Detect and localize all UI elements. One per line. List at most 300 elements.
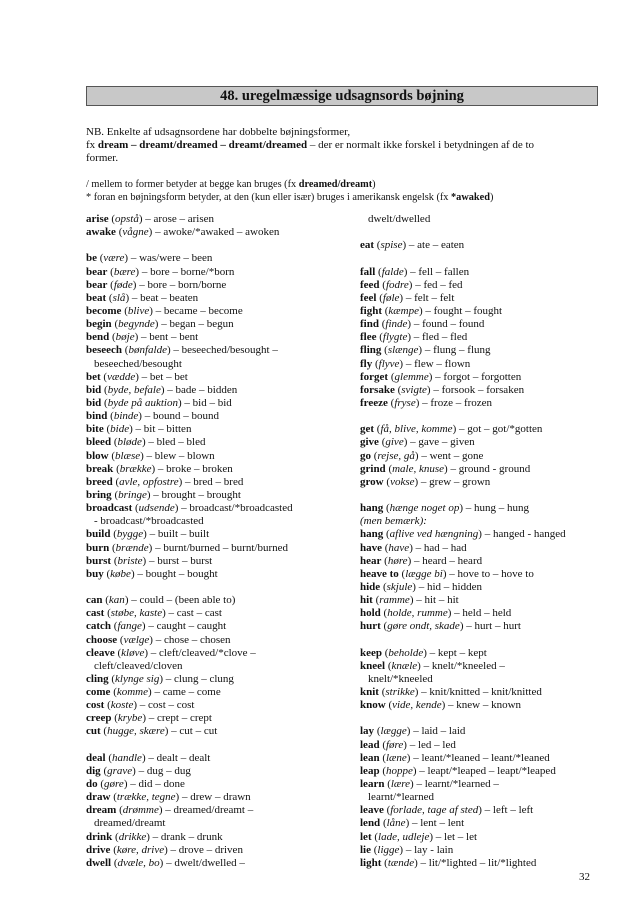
- verb-gloss: lade, udleje: [378, 830, 430, 843]
- verb-entry: fall (falde) – fell – fallen: [360, 265, 470, 278]
- verb-infinitive: broadcast: [86, 502, 133, 515]
- spacer: [360, 712, 630, 725]
- verb-gloss: komme: [116, 686, 149, 699]
- verb-gloss: opstå: [115, 213, 139, 225]
- verb-infinitive: let: [360, 830, 372, 843]
- verb-entry: bring (bringe) – brought – brought: [86, 488, 241, 501]
- verb-infinitive: forget: [360, 370, 389, 383]
- verb-forms: – fled – fled: [411, 331, 468, 344]
- verb-infinitive: drink: [86, 830, 113, 843]
- verb-entry: creep (krybe) – crept – crept: [86, 712, 212, 725]
- verb-infinitive: forsake: [360, 383, 395, 396]
- verb-forms: – learnt/*learned –: [413, 778, 499, 791]
- verb-gloss: knæle: [391, 659, 418, 672]
- verb-forms: – bore – born/borne: [136, 278, 227, 291]
- verb-gloss: holde, rumme: [387, 607, 448, 620]
- verb-infinitive: light: [360, 856, 382, 869]
- verb-entry: can (kan) – could – (been able to): [86, 594, 236, 607]
- verb-forms: – dreamed/dreamt –: [162, 804, 254, 817]
- note-example: *awaked: [451, 192, 490, 203]
- verb-gloss: kløve: [121, 646, 145, 659]
- verb-forms: – lay - lain: [403, 843, 454, 856]
- verb-gloss: blæse: [115, 449, 141, 462]
- intro-text: former.: [86, 152, 119, 164]
- verb-infinitive: dream: [86, 804, 117, 817]
- verb-infinitive: bind: [86, 410, 108, 423]
- verb-gloss: skjule: [386, 580, 413, 593]
- verb-entry: cleave (kløve) – cleft/cleaved/*clove –: [86, 646, 256, 659]
- verb-entry: light (tænde) – lit/*lighted – lit/*lighted: [360, 856, 537, 869]
- verb-entry: hang (aflive ved hængning) – hanged - hanged: [360, 528, 566, 541]
- verb-infinitive: leave: [360, 804, 384, 817]
- verb-entry: build (bygge) – built – built: [86, 528, 210, 541]
- verb-forms: – bent – bent: [138, 331, 199, 344]
- note-text: ): [489, 192, 494, 203]
- spacer: [86, 239, 356, 252]
- verb-gloss: beholde: [388, 646, 424, 659]
- verb-infinitive: fall: [360, 265, 376, 278]
- verb-forms: – bred – bred: [182, 475, 244, 488]
- verb-gloss: støbe, kaste: [110, 607, 163, 620]
- verb-entry: grind (male, knuse) – ground - ground: [360, 462, 531, 475]
- verb-infinitive: build: [86, 528, 111, 541]
- verb-forms: – cut – cut: [168, 725, 218, 738]
- verb-infinitive: bring: [86, 488, 112, 501]
- verb-gloss: falde: [381, 265, 404, 278]
- verb-forms: – laid – laid: [410, 725, 466, 738]
- verb-gloss: give: [385, 436, 404, 449]
- verb-forms: – was/were – been: [128, 252, 213, 265]
- verb-entry: feed (fodre) – fed – fed: [360, 278, 463, 291]
- verb-entry: bite (bide) – bit – bitten: [86, 423, 192, 436]
- verb-gloss: blive: [127, 304, 150, 317]
- verb-infinitive: come: [86, 686, 111, 699]
- verb-forms: – awoke/*awaked – awoken: [152, 226, 280, 239]
- intro-line-3: [86, 152, 118, 165]
- verb-gloss: byde, befale: [107, 383, 161, 396]
- verb-entry-continuation: [86, 358, 356, 371]
- verb-entry: forget (glemme) – forgot – forgotten: [360, 370, 522, 383]
- verb-infinitive: hear: [360, 554, 382, 567]
- verb-infinitive: bleed: [86, 436, 112, 449]
- verb-entry: drink (drikke) – drank – drunk: [86, 830, 223, 843]
- verb-entry: know (vide, kende) – knew – known: [360, 699, 522, 712]
- verb-forms: – hid – hidden: [415, 580, 482, 593]
- verb-infinitive: awake: [86, 226, 116, 239]
- verb-infinitive: arise: [86, 213, 109, 225]
- note-text: (men bemærk):: [360, 515, 427, 528]
- verb-gloss: gøre ondt, skade: [387, 620, 460, 633]
- verb-forms: – broadcast/*broadcasted: [178, 502, 293, 515]
- verb-entry: buy (købe) – bought – bought: [86, 567, 218, 580]
- verb-forms: – hurt – hurt: [463, 620, 521, 633]
- verb-forms: – dealt – dealt: [145, 751, 211, 764]
- verb-gloss: lære: [390, 778, 411, 791]
- verb-forms: – gave – given: [407, 436, 475, 449]
- verb-forms: – flew – flown: [403, 357, 471, 370]
- verb-forms: – caught – caught: [145, 620, 227, 633]
- verb-gloss: være: [103, 252, 125, 265]
- verb-gloss: kæmpe: [388, 304, 419, 317]
- verb-gloss: bløde: [117, 436, 142, 449]
- verb-infinitive: choose: [86, 633, 118, 646]
- verb-forms: – cast – cast: [165, 607, 222, 620]
- verb-forms: - broadcast/*broadcasted: [94, 515, 204, 528]
- verb-gloss: bøje: [115, 331, 135, 344]
- note-text: / mellem to former betyder at begge kan bruges (fx: [86, 179, 299, 190]
- verb-infinitive: know: [360, 699, 386, 712]
- verb-infinitive: bear: [86, 278, 108, 291]
- note-asterisk: [86, 191, 493, 204]
- verb-infinitive: break: [86, 462, 114, 475]
- verb-gloss: slå: [112, 291, 126, 304]
- verb-gloss: male, knuse: [392, 462, 445, 475]
- verb-entry: beat (slå) – beat – beaten: [86, 291, 199, 304]
- verb-entry-continuation: [86, 515, 356, 528]
- verb-infinitive: fling: [360, 344, 382, 357]
- verb-list-right: [360, 213, 630, 870]
- verb-entry: burn (brænde) – burnt/burned – burnt/burned: [86, 541, 288, 554]
- verb-gloss: hænge noget op: [389, 502, 460, 515]
- verb-entry: become (blive) – became – become: [86, 304, 243, 317]
- verb-entry: hear (høre) – heard – heard: [360, 554, 483, 567]
- verb-infinitive: flee: [360, 331, 377, 344]
- verb-entry: come (komme) – came – come: [86, 686, 221, 699]
- verb-entry: choose (vælge) – chose – chosen: [86, 633, 231, 646]
- verb-forms: beseeched/besought: [94, 357, 182, 370]
- verb-forms: – went – gone: [418, 449, 484, 462]
- verb-forms: – hanged - hanged: [481, 528, 566, 541]
- verb-forms: – bade – bidden: [164, 383, 238, 396]
- verb-gloss: strikke: [385, 686, 415, 699]
- verb-entry: hurt (gøre ondt, skade) – hurt – hurt: [360, 620, 521, 633]
- verb-gloss: få, blive, komme: [380, 423, 453, 436]
- verb-gloss: ligge: [377, 843, 400, 856]
- verb-entry: bind (binde) – bound – bound: [86, 410, 219, 423]
- verb-entry: bid (byde, befale) – bade – bidden: [86, 383, 238, 396]
- verb-gloss: kan: [108, 594, 125, 607]
- verb-infinitive: cut: [86, 725, 101, 738]
- verb-forms: – led – led: [406, 738, 456, 751]
- verb-forms: dreamed/dreamt: [94, 817, 166, 830]
- verb-gloss: flygte: [382, 331, 408, 344]
- verb-gloss: vælge: [123, 633, 150, 646]
- verb-gloss: køre, drive: [116, 843, 165, 856]
- verb-entry: bleed (bløde) – bled – bled: [86, 436, 206, 449]
- spacer: [360, 226, 630, 239]
- verb-entry: hang (hænge noget op) – hung – hung: [360, 502, 530, 515]
- verb-forms: – clung – clung: [163, 672, 234, 685]
- verb-infinitive: fight: [360, 304, 382, 317]
- verb-infinitive: leap: [360, 764, 380, 777]
- verb-gloss: vågne: [122, 226, 149, 239]
- verb-forms: – chose – chosen: [152, 633, 231, 646]
- verb-gloss: trække, tegne: [116, 791, 176, 804]
- verb-gloss: vædde: [107, 370, 136, 383]
- verb-infinitive: feed: [360, 278, 380, 291]
- verb-infinitive: become: [86, 304, 122, 317]
- verb-entry: bear (bære) – bore – borne/*born: [86, 265, 235, 278]
- verb-gloss: have: [388, 541, 410, 554]
- verb-forms: – forgot – forgotten: [432, 370, 522, 383]
- verb-entry: flee (flygte) – fled – fled: [360, 331, 468, 344]
- verb-forms: – froze – frozen: [419, 396, 493, 409]
- verb-gloss: slænge: [387, 344, 419, 357]
- intro-example: dream – dreamt/dreamed – dreamt/dreamed: [97, 139, 308, 151]
- verb-infinitive: dig: [86, 764, 101, 777]
- verb-infinitive: lean: [360, 751, 380, 764]
- verb-forms: – fought – fought: [422, 304, 503, 317]
- section-title: [86, 86, 598, 106]
- verb-forms: – became – become: [152, 304, 243, 317]
- verb-entry: dream (drømme) – dreamed/dreamt –: [86, 804, 254, 817]
- verb-entry: hide (skjule) – hid – hidden: [360, 580, 482, 593]
- verb-list-left: [86, 213, 356, 870]
- verb-gloss: føde: [113, 278, 133, 291]
- verb-infinitive: bear: [86, 265, 108, 278]
- verb-forms: – forsook – forsaken: [430, 383, 525, 396]
- intro-text: NB. Enkelte af udsagnsordene har dobbelte bøjningsformer,: [86, 126, 351, 138]
- spacer: [360, 489, 630, 502]
- verb-gloss: føre: [385, 738, 404, 751]
- verb-gloss: binde: [113, 410, 139, 423]
- verb-entry: dwell (dvæle, bo) – dwelt/dwelled –: [86, 856, 245, 869]
- verb-gloss: bide: [110, 423, 130, 436]
- verb-forms: – broke – broken: [155, 462, 233, 475]
- verb-gloss: avle, opfostre: [119, 475, 179, 488]
- intro-text: fx: [86, 139, 98, 151]
- verb-forms: – bit – bitten: [132, 423, 192, 436]
- verb-gloss: købe: [110, 567, 131, 580]
- verb-forms: – bled – bled: [145, 436, 206, 449]
- verb-gloss: spise: [380, 239, 403, 252]
- verb-entry: do (gøre) – did – done: [86, 778, 185, 791]
- verb-forms: – beseeched/besought –: [170, 344, 278, 357]
- verb-forms: – leapt/*leaped – leapt/*leaped: [416, 764, 556, 777]
- verb-gloss: fryse: [394, 396, 416, 409]
- verb-gloss: fange: [117, 620, 142, 633]
- verb-infinitive: cost: [86, 699, 105, 712]
- verb-entry: broadcast (udsende) – broadcast/*broadcasted: [86, 502, 293, 515]
- verb-gloss: ramme: [379, 594, 410, 607]
- verb-forms: – drank – drunk: [149, 830, 223, 843]
- verb-entry: fly (flyve) – flew – flown: [360, 357, 471, 370]
- verb-forms: – bound – bound: [141, 410, 219, 423]
- verb-infinitive: burst: [86, 554, 112, 567]
- verb-infinitive: bend: [86, 331, 110, 344]
- verb-forms: – left – left: [481, 804, 534, 817]
- verb-gloss: svigte: [401, 383, 427, 396]
- intro-text: – der er normalt ikke forskel i betydningen af de to: [307, 139, 535, 151]
- intro-line-1: [86, 126, 350, 139]
- verb-forms: – dug – dug: [135, 764, 191, 777]
- verb-forms: cleft/cleaved/cloven: [94, 659, 183, 672]
- verb-gloss: finde: [385, 318, 408, 331]
- verb-infinitive: beat: [86, 291, 107, 304]
- verb-infinitive: catch: [86, 620, 112, 633]
- verb-gloss: låne: [386, 817, 406, 830]
- verb-gloss: brække: [119, 462, 152, 475]
- verb-entry: lead (føre) – led – led: [360, 738, 456, 751]
- verb-forms: knelt/*kneeled: [368, 672, 433, 685]
- verb-entry: deal (handle) – dealt – dealt: [86, 751, 211, 764]
- verb-forms: – built – built: [146, 528, 210, 541]
- verb-infinitive: hurt: [360, 620, 381, 633]
- verb-gloss: forlade, tage af sted: [390, 804, 479, 817]
- verb-entry: cut (hugge, skære) – cut – cut: [86, 725, 218, 738]
- verb-gloss: handle: [111, 751, 142, 764]
- verb-gloss: flyve: [378, 357, 400, 370]
- verb-forms: – grew – grown: [418, 475, 491, 488]
- verb-entry-continuation: [86, 660, 356, 673]
- verb-forms: – drove – driven: [167, 843, 243, 856]
- verb-infinitive: can: [86, 594, 103, 607]
- verb-entry: bend (bøje) – bent – bent: [86, 331, 199, 344]
- verb-forms: – bid – bid: [181, 396, 232, 409]
- verb-gloss: grave: [107, 764, 133, 777]
- verb-forms: – had – had: [412, 541, 467, 554]
- verb-infinitive: get: [360, 423, 375, 436]
- verb-gloss: lægge: [380, 725, 407, 738]
- verb-gloss: fodre: [385, 278, 409, 291]
- verb-entry: leave (forlade, tage af sted) – left – left: [360, 804, 534, 817]
- verb-entry: break (brække) – broke – broken: [86, 462, 233, 475]
- verb-gloss: hoppe: [385, 764, 413, 777]
- verb-gloss: briste: [117, 554, 143, 567]
- verb-gloss: bønfalde: [128, 344, 167, 357]
- verb-entry: cast (støbe, kaste) – cast – cast: [86, 607, 222, 620]
- verb-infinitive: lie: [360, 843, 371, 856]
- verb-gloss: vokse: [390, 475, 415, 488]
- verb-entry: get (få, blive, komme) – got – got/*gotten: [360, 423, 543, 436]
- verb-gloss: gøre: [104, 778, 124, 791]
- verb-entry: bear (føde) – bore – born/borne: [86, 278, 227, 291]
- verb-forms: – did – done: [127, 778, 185, 791]
- verb-infinitive: hold: [360, 607, 381, 620]
- note-text: ): [372, 179, 376, 190]
- verb-entry: fling (slænge) – flung – flung: [360, 344, 491, 357]
- verb-entry: grow (vokse) – grew – grown: [360, 475, 491, 488]
- verb-gloss: høre: [387, 554, 408, 567]
- verb-infinitive: knit: [360, 686, 379, 699]
- verb-entry: lie (ligge) – lay - lain: [360, 843, 454, 856]
- verb-forms: – came – come: [151, 686, 221, 699]
- verb-infinitive: buy: [86, 567, 104, 580]
- verb-infinitive: eat: [360, 239, 375, 252]
- verb-forms: – began – begun: [158, 318, 234, 331]
- verb-gloss: brænde: [115, 541, 149, 554]
- verb-entry: bid (byde på auktion) – bid – bid: [86, 396, 232, 409]
- verb-infinitive: kneel: [360, 659, 386, 672]
- verb-infinitive: go: [360, 449, 371, 462]
- verb-infinitive: bid: [86, 396, 102, 409]
- verb-infinitive: do: [86, 778, 98, 791]
- verb-forms: – lit/*lighted – lit/*lighted: [417, 856, 537, 869]
- verb-infinitive: breed: [86, 475, 113, 488]
- verb-forms: – ground - ground: [447, 462, 531, 475]
- verb-infinitive: blow: [86, 449, 109, 462]
- verb-gloss: koste: [110, 699, 134, 712]
- verb-infinitive: be: [86, 252, 97, 265]
- verb-entry: fight (kæmpe) – fought – fought: [360, 304, 503, 317]
- verb-entry: give (give) – gave – given: [360, 436, 475, 449]
- note-slash: [86, 178, 376, 191]
- verb-gloss: drikke: [118, 830, 147, 843]
- verb-entry: lean (læne) – leant/*leaned – leant/*leaned: [360, 751, 550, 764]
- verb-gloss: rejse, gå: [377, 449, 415, 462]
- verb-forms: – hove to – hove to: [446, 567, 534, 580]
- verb-gloss: lægge bi: [405, 567, 443, 580]
- verb-infinitive: grind: [360, 462, 386, 475]
- spacer: [360, 252, 630, 265]
- verb-infinitive: lead: [360, 738, 380, 751]
- verb-forms: – fell – fallen: [407, 265, 470, 278]
- verb-gloss: klynge sig: [115, 672, 160, 685]
- verb-entry: bet (vædde) – bet – bet: [86, 370, 188, 383]
- verb-forms: – beat – beaten: [129, 291, 199, 304]
- verb-infinitive: cling: [86, 672, 109, 685]
- verb-entry: draw (trække, tegne) – drew – drawn: [86, 791, 251, 804]
- verb-entry-continuation: [360, 791, 630, 804]
- verb-forms: – fed – fed: [412, 278, 463, 291]
- verb-infinitive: lay: [360, 725, 375, 738]
- verb-infinitive: learn: [360, 778, 385, 791]
- verb-forms: – crept – crept: [145, 712, 212, 725]
- verb-entry: kneel (knæle) – knelt/*kneeled –: [360, 659, 505, 672]
- verb-infinitive: freeze: [360, 396, 388, 409]
- verb-forms: – got – got/*gotten: [456, 423, 543, 436]
- verb-entry: go (rejse, gå) – went – gone: [360, 449, 484, 462]
- verb-forms: – felt – felt: [403, 291, 455, 304]
- verb-forms: – dwelt/dwelled –: [163, 856, 245, 869]
- spacer: [360, 410, 630, 423]
- verb-forms: – leant/*leaned – leant/*leaned: [410, 751, 550, 764]
- verb-infinitive: keep: [360, 646, 382, 659]
- verb-infinitive: bet: [86, 370, 101, 383]
- verb-forms: – kept – kept: [426, 646, 487, 659]
- verb-forms: – drew – drawn: [179, 791, 251, 804]
- verb-gloss: glemme: [394, 370, 429, 383]
- verb-gloss: vide, kende: [392, 699, 442, 712]
- verb-gloss: bygge: [116, 528, 144, 541]
- verb-entry: have (have) – had – had: [360, 541, 467, 554]
- verb-infinitive: creep: [86, 712, 112, 725]
- verb-gloss: begynde: [118, 318, 155, 331]
- verb-entry: begin (begynde) – began – begun: [86, 318, 234, 331]
- verb-entry: keep (beholde) – kept – kept: [360, 646, 487, 659]
- verb-entry: awake (vågne) – awoke/*awaked – awoken: [86, 226, 280, 239]
- verb-entry: hit (ramme) – hit – hit: [360, 594, 459, 607]
- verb-gloss: føle: [382, 291, 400, 304]
- verb-entry: burst (briste) – burst – burst: [86, 554, 213, 567]
- verb-entry: arise (opstå) – arose – arisen: [86, 213, 215, 225]
- verb-forms: – lent – lent: [409, 817, 465, 830]
- verb-gloss: krybe: [117, 712, 143, 725]
- verb-infinitive: dwell: [86, 856, 112, 869]
- verb-infinitive: cleave: [86, 646, 115, 659]
- verb-forms: – cleft/cleaved/*clove –: [148, 646, 256, 659]
- verb-entry: let (lade, udleje) – let – let: [360, 830, 478, 843]
- verb-forms: – found – found: [411, 318, 485, 331]
- verb-forms: – knit/knitted – knit/knitted: [418, 686, 542, 699]
- verb-gloss: hugge, skære: [107, 725, 165, 738]
- verb-entry: freeze (fryse) – froze – frozen: [360, 396, 493, 409]
- verb-entry: cling (klynge sig) – clung – clung: [86, 672, 234, 685]
- verb-entry: find (finde) – found – found: [360, 318, 485, 331]
- verb-forms: – burnt/burned – burnt/burned: [152, 541, 288, 554]
- verb-entry: eat (spise) – ate – eaten: [360, 239, 465, 252]
- verb-forms: – blew – blown: [143, 449, 215, 462]
